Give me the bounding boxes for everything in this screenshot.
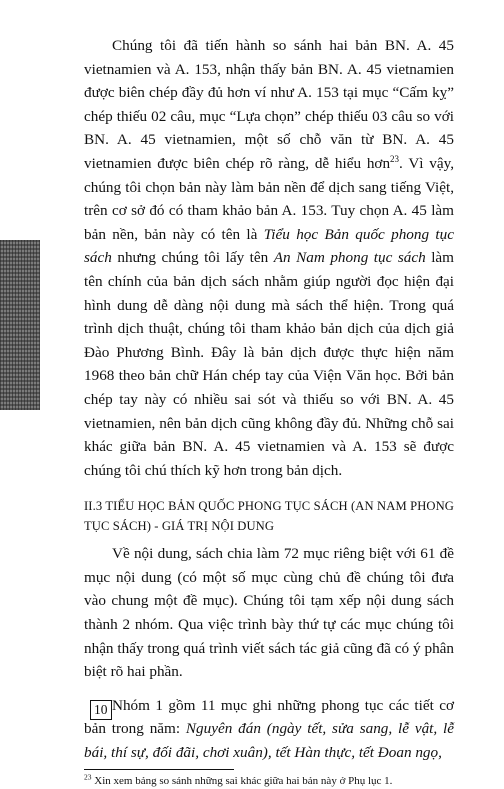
paragraph-3 xyxy=(84,694,454,765)
footnote xyxy=(84,771,454,789)
section-heading: II.3 TIỂU HỌC BẢN QUỐC PHONG TỤC SÁCH (AN NAM PHONG TỤC SÁCH) - GIÁ TRỊ NỘI DUNG xyxy=(84,499,454,534)
paragraph-1-text-b: . Vì vậy, chúng tôi chọn bản này làm bản nền để dịch sang tiếng Việt, trên cơ sở đó có tham khảo bản A. 153. Tuy chọn A. 45 làm bản nền, bản này có tên là xyxy=(84,154,454,243)
paragraph-1-text-c: nhưng chúng tôi lấy tên xyxy=(111,249,274,267)
paragraph-3-italic: Nguyên đán (ngày tết, sửa sang, lễ vật, lễ bái, thí sự, đối đãi, chơi xuân), tết Hàn thực, tết Đoan ngọ, xyxy=(84,720,455,762)
paragraph-3-text: Nhóm 1 gồm 11 mục ghi những phong tục các tiết cơ bản trong năm: xyxy=(84,696,454,738)
paragraph-1-text-a: Chúng tôi đã tiến hành so sánh hai bản BN. A. 45 vietnamien và A. 153, nhận thấy bản BN. A. 45 vietnamien được biên chép đầy đủ hơn ví như A. 153 tại mục “Cấm kỵ” chép thiếu 02 câu, mục “Lựa chọn” chép thiếu 03 câu so với BN. A. 45 vietnamien, một số chỗ văn từ BN. A. 45 vietnamien được biên chép rõ ràng, dễ hiểu hơn xyxy=(84,37,454,172)
footnote-ref: 23 xyxy=(390,153,400,164)
footnote-text: Xin xem bảng so sánh những sai khác giữa hai bản này ở Phụ lục 1. xyxy=(91,774,393,787)
page-body xyxy=(84,34,454,789)
paragraph-1 xyxy=(84,34,454,482)
book-title-2: An Nam phong tục sách xyxy=(273,249,426,267)
page-number: 10 xyxy=(90,700,112,720)
paragraph-1-text-d: làm tên chính của bản dịch sách nhằm giúp người đọc hiện đại hình dung dễ dàng nội dung mà sách thể hiện. Trong quá trình dịch thuật, chúng tôi tham khảo bản dịch của dịch giả Đào Phương Bình. Đây là bản dịch được thực hiện năm 1968 theo bản chữ Hán chép tay của Viện Văn học. Bởi bản chép tay này có nhiều sai sót và thiếu so với BN. A. 45 vietnamien, nên bản dịch cũng không đầy đủ. Những chỗ sai khác giữa bản BN. A. 45 vietnamien và A. 153 sẽ được chúng tôi chú thích kỹ hơn trong bản dịch. xyxy=(84,249,454,479)
footnote-divider xyxy=(84,769,234,770)
footnote-mark: 23 xyxy=(84,771,92,781)
scan-edge-artifact xyxy=(0,240,40,410)
book-title-1: Tiểu học Bản quốc phong tục sách xyxy=(84,225,454,267)
paragraph-2: Về nội dung, sách chia làm 72 mục riêng biệt với 61 đề mục nội dung (có một số mục cùng chủ đề chúng tôi đưa vào chung một đề mục). Chúng tôi tạm xếp nội dung sách thành 2 nhóm. Qua việc trình bày thứ tự các mục chúng tôi nhận thấy trong quá trình viết sách tác giả cũng đã có ý phân biệt rõ hai phần. xyxy=(84,545,454,681)
